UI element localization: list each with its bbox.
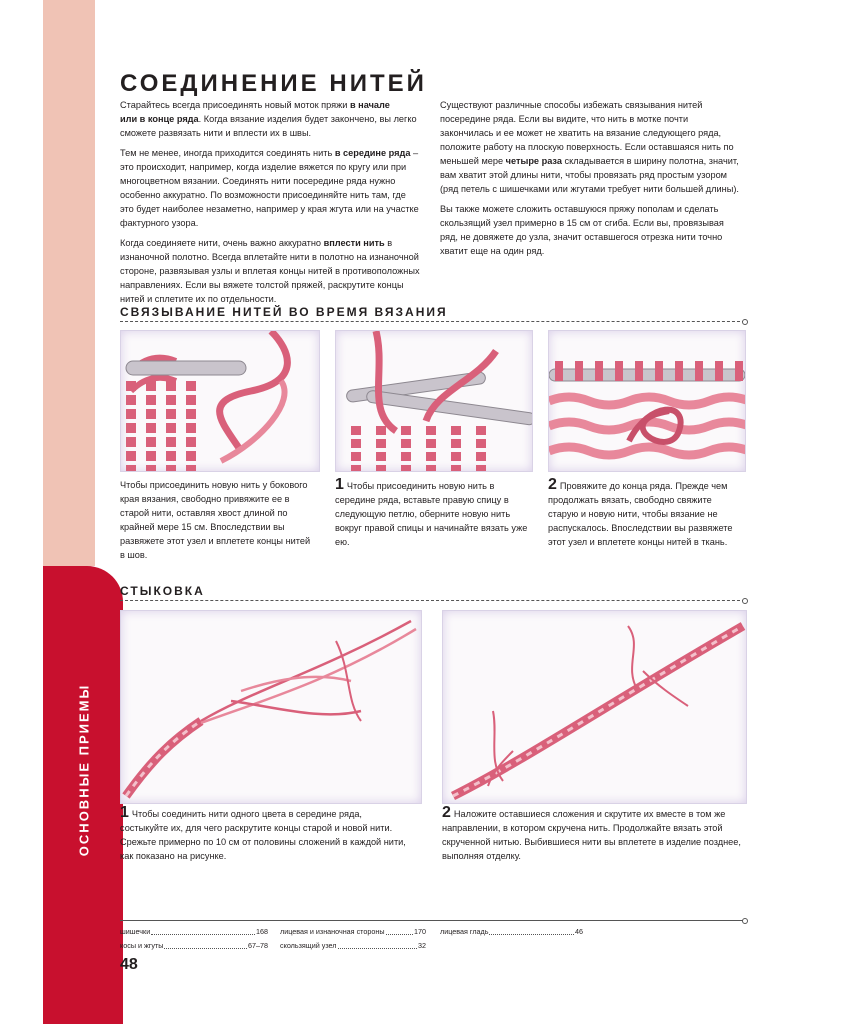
intro-left-column <box>120 98 420 312</box>
step-number: 2 <box>548 476 557 493</box>
intro-paragraph <box>120 98 420 140</box>
index-entry[interactable] <box>280 939 426 953</box>
illustration-splice-step2 <box>442 610 747 804</box>
section-divider <box>120 600 745 601</box>
text: – это происходит, например, когда изделие вяжется по кругу или при многоцветном вязании. Соединять нити посередине ряда нужно особенно аккуратно. По возможности присоединяйте нить там, где это будет наиболее незаметно, например у края жгута или на участке фактурного узора. <box>120 148 419 228</box>
step-number: 2 <box>442 804 451 821</box>
caption-step2 <box>548 478 744 549</box>
index-term: косы и жгуты <box>120 941 164 950</box>
step-text: Наложите оставшиеся сложения и скрутите их вместе в том же направлении, в котором скручена нить. Продолжайте вязать этой скрученной нитью. Выбившиеся нити вы вплетете в изделие позднее, выполняя отделку. <box>442 809 741 861</box>
bold-text: вплести нить <box>323 238 385 248</box>
index-column-1 <box>120 925 268 953</box>
text: Старайтесь всегда присоединять новый моток пряжи <box>120 100 350 110</box>
bold-text: или в конце ряда <box>120 114 199 124</box>
index-term: шишечки <box>120 927 151 936</box>
caption-edge-join: Чтобы присоединить новую нить у бокового края вязания, свободно привяжите ее в старой нити, оставляя хвост длиной по крайней мере 15 см. Впоследствии вы развяжете этот узел и вплетете концы нитей в шов. <box>120 480 311 560</box>
text: Когда соединяете нити, очень важно аккуратно <box>120 238 324 248</box>
index-page: 32 <box>418 941 426 950</box>
sidebar-pink-band <box>43 0 95 566</box>
intro-paragraph: Вы также можете сложить оставшуюся пряжу пополам и сделать скользящий узел примерно в 15 см от сгиба. Если вы, провязывая ряд, не довяжете до узла, значит оставшегося отрезка нити точно хватит еще на один ряд. <box>440 204 724 256</box>
illustration-step1-new-yarn <box>335 330 533 472</box>
index-page: 46 <box>575 927 583 936</box>
illustration-splice-step1 <box>120 610 422 804</box>
intro-right-column <box>440 98 740 264</box>
step-text: Провяжите до конца ряда. Прежде чем продолжать вязать, свободно свяжите старую и новую нити, чтобы вязание не распускалось. Впоследствии вы развяжете этот узел и вплетете концы нитей в ткань. <box>548 481 733 547</box>
text: в изнаночной полотно. Всегда вплетайте нити в полотно на изнаночной стороне, развязывая узлы и вплетая концы нитей в противоположных направлениях. Если вы вяжете толстой пряжей, раскрутите концы нитей и сплетите их по отдельности. <box>120 238 420 304</box>
index-divider <box>120 920 745 921</box>
index-page: 168 <box>256 927 268 936</box>
index-entry[interactable] <box>440 925 583 939</box>
index-entry[interactable] <box>280 925 426 939</box>
index-page: 67–78 <box>248 941 268 950</box>
caption-step1 <box>335 478 531 549</box>
step-number: 1 <box>120 804 129 821</box>
illustration-edge-join <box>120 330 320 472</box>
index-entry[interactable] <box>120 925 268 939</box>
intro-paragraph <box>120 146 420 230</box>
bold-text: в середине ряда <box>334 148 411 158</box>
page-number: 48 <box>120 956 138 973</box>
index-term: лицевая и изнаночная стороны <box>280 927 385 936</box>
text: Тем не менее, иногда приходится соединять нить <box>120 148 335 158</box>
index-column-3 <box>440 925 583 939</box>
illustration-step2-tie <box>548 330 746 472</box>
index-term: лицевая гладь <box>440 927 489 936</box>
text: складывается в ширину полотна, значит, вам хватит этой длины нити, чтобы провязать ряд простым узором (ряд петель с шишечками или жгутами требует нити большей длины). <box>440 156 739 194</box>
index-leader-dots <box>151 925 255 935</box>
index-column-2 <box>280 925 426 953</box>
text: . Когда вязание изделия будет закончено, вы легко сможете развязать нити и вплести их в швы. <box>120 114 417 138</box>
step-text: Чтобы присоединить новую нить в середине ряда, вставьте правую спицу в следующую петлю, оберните новую нить вокруг правой спицы и начинайте вязать уже ею. <box>335 481 528 547</box>
caption-splice-step1 <box>120 806 410 863</box>
bold-text: в начале <box>349 100 390 110</box>
index-term: скользящий узел <box>280 941 337 950</box>
section-title-splicing: СТЫКОВКА <box>120 584 205 598</box>
index-leader-dots <box>489 925 574 935</box>
page-title: СОЕДИНЕНИЕ НИТЕЙ <box>120 70 427 97</box>
caption-splice-step2 <box>442 806 742 863</box>
section-title-joining: СВЯЗЫВАНИЕ НИТЕЙ ВО ВРЕМЯ ВЯЗАНИЯ <box>120 305 448 319</box>
text: Существуют различные способы избежать связывания нитей посередине ряда. Если вы видите, что нить в мотке почти закончилась и ее может не хватить на вязание следующего ряда, положите работу на плоскую поверхность. Если оставшаяся нить по меньшей мере <box>440 100 734 166</box>
section-divider <box>120 321 745 322</box>
index-leader-dots <box>338 939 418 949</box>
step-text: Чтобы соединить нити одного цвета в середине ряда, состыкуйте их, для чего раскрутите концы старой и новой нити. Срежьте примерно по 10 см от половины сложений в каждой нити, как показано на рисунке. <box>120 809 406 861</box>
index-page: 170 <box>414 927 426 936</box>
step-number: 1 <box>335 476 344 493</box>
sidebar-section-label: ОСНОВНЫЕ ПРИЕМЫ <box>76 683 92 857</box>
intro-paragraph <box>440 98 740 196</box>
index-leader-dots <box>164 939 247 949</box>
bold-text: четыре раза <box>505 156 562 166</box>
index-leader-dots <box>386 925 414 935</box>
index-entry[interactable] <box>120 939 268 953</box>
intro-paragraph <box>120 236 420 306</box>
